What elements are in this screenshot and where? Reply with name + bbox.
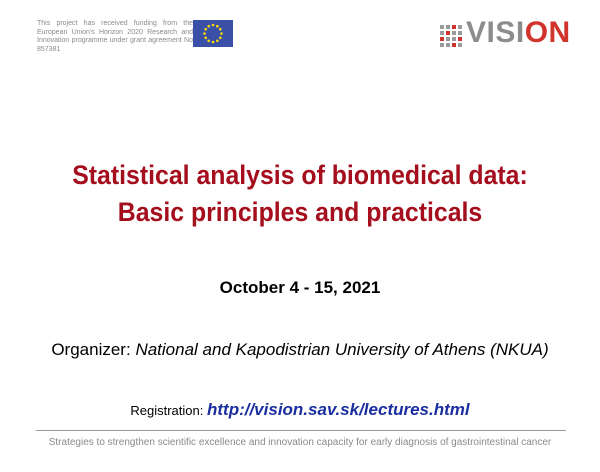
organizer-label: Organizer:: [51, 340, 131, 359]
footer-divider: [36, 430, 566, 431]
footer-tagline: Strategies to strengthen scientific excellence and innovation capacity for early diagnosis of gastrointestinal cancer: [48, 437, 552, 448]
page-title: [24, 157, 576, 231]
title-line-2: Basic principles and practicals: [117, 197, 483, 227]
brand-name-gray: VISI: [466, 16, 525, 49]
title-line-1: Statistical analysis of biomedical data:: [72, 160, 528, 190]
event-dates: October 4 - 15, 2021: [219, 278, 381, 297]
organizer-name: National and Kapodistrian University of Athens (NKUA): [135, 340, 549, 359]
brand-name-accent: ON: [524, 16, 571, 49]
registration-label: Registration:: [130, 403, 204, 418]
registration-link[interactable]: http://vision.sav.sk/lectures.html: [206, 400, 470, 419]
eu-flag-icon: [193, 20, 233, 47]
logo-dots-icon: [440, 25, 462, 47]
brand-name: [466, 17, 571, 49]
vision-logo: [440, 17, 571, 49]
registration-line: [0, 400, 600, 420]
organizer-line: [0, 340, 600, 360]
funding-notice: This project has received funding from the European Union's Horizon 2020 Research and Innovation programme under grant agreement No 857381: [37, 20, 193, 53]
